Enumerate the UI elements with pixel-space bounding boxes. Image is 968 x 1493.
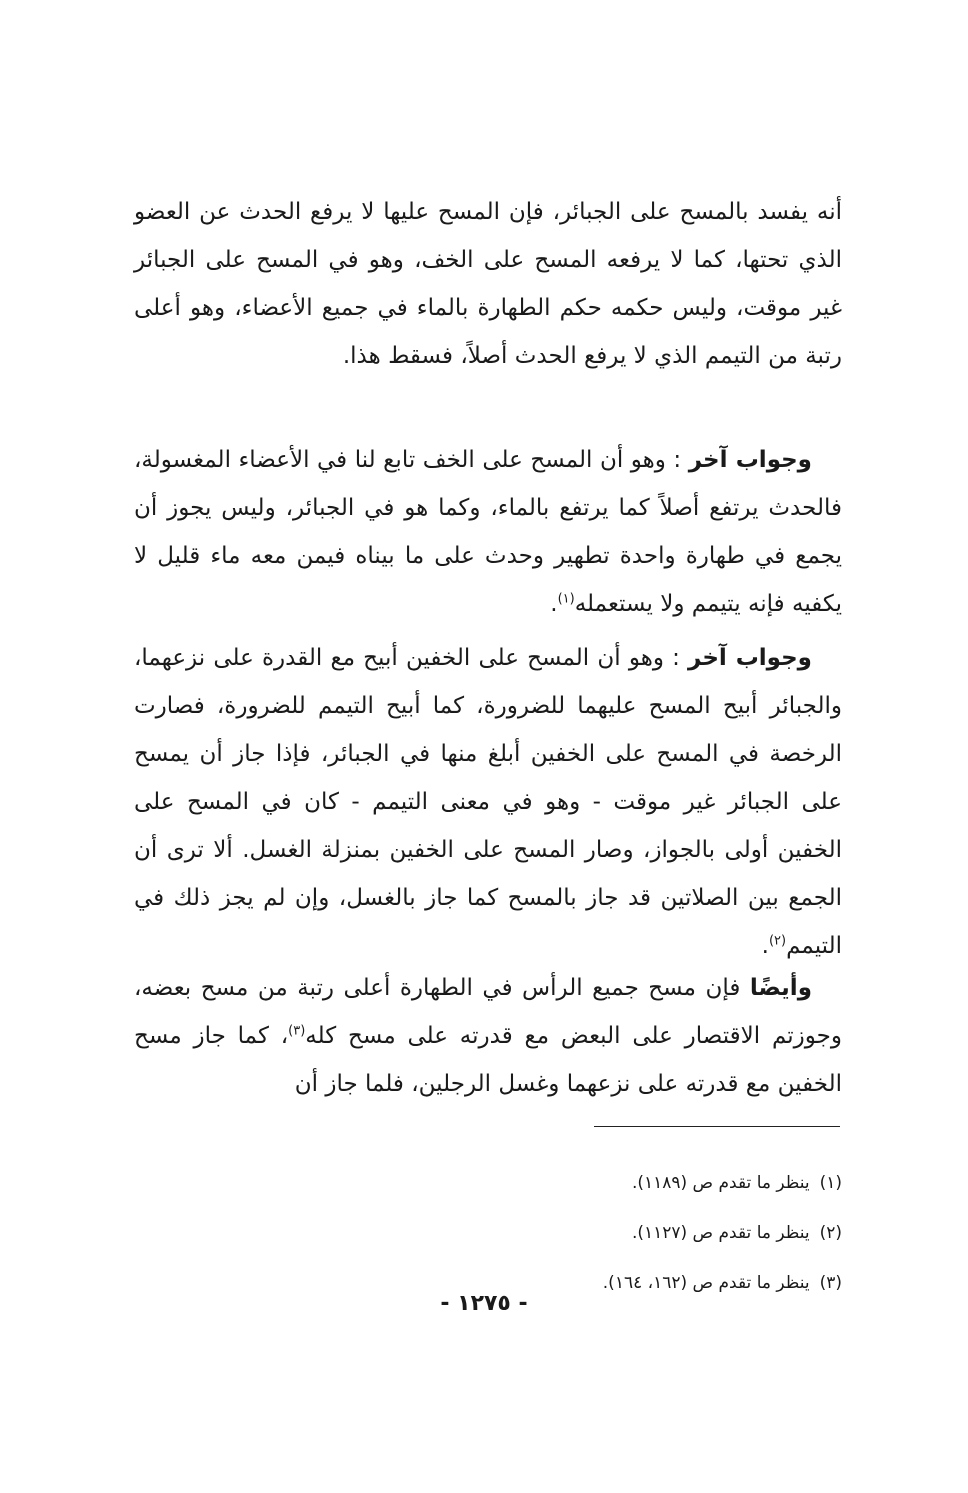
footnotes-list: [134, 1158, 842, 1308]
page-number: - ١٢٧٥ -: [440, 1291, 528, 1316]
paragraph-4: [134, 964, 842, 1108]
footnote-item: [134, 1208, 842, 1258]
paragraph-1-text: أنه يفسد بالمسح على الجبائر، فإن المسح عليها لا يرفع الحدث عن العضو الذي تحتها، كما لا يرفعه المسح على الخف، وهو في المسح على الجبائر غير موقت، وليس حكمه حكم الطهارة بالماء في جميع الأعضاء، وهو أعلى رتبة من التيمم الذي لا يرفع الحدث أصلاً، فسقط هذا.: [134, 199, 842, 369]
paragraph-2-text: : وهو أن المسح على الخف تابع لنا في الأعضاء المغسولة، فالحدث يرتفع أصلاً كما يرتفع بالماء، وكما هو في الجبائر، وليس يجوز أن يجمع في طهارة واحدة تطهير وحدث على ما بيناه فيمن معه ماء قليل لا يكفيه فإنه يتيمم ولا يستعمله: [134, 447, 842, 617]
paragraph-4-lead: وأيضًا: [749, 975, 812, 1001]
footnote-ref-3[interactable]: (٣): [288, 1023, 306, 1039]
paragraph-3: [134, 634, 842, 970]
footnote-number: (١): [819, 1173, 842, 1193]
footnote-divider: [594, 1126, 840, 1127]
footnote-ref-1[interactable]: (١): [557, 591, 575, 607]
paragraph-1: [134, 188, 842, 380]
paragraph-2-end: .: [550, 591, 558, 617]
paragraph-4-text-a: فإن مسح جميع الرأس في الطهارة أعلى رتبة من مسح بعضه، وجوزتم الاقتصار على البعض مع قدرته على مسح كله: [134, 975, 842, 1049]
paragraph-3-end: .: [761, 933, 769, 959]
footnote-text: ينظر ما تقدم ص (١١٢٧).: [631, 1223, 810, 1243]
footnote-text: ينظر ما تقدم ص (١٦٢، ١٦٤).: [602, 1273, 810, 1293]
paragraph-2: [134, 436, 842, 628]
footnote-number: (٣): [819, 1273, 842, 1293]
footnote-item: [134, 1158, 842, 1208]
paragraph-3-text: : وهو أن المسح على الخفين أبيح مع القدرة على نزعهما، والجبائر أبيح المسح عليهما للضرورة، كما أبيح التيمم للضرورة، فصارت الرخصة في المسح على الخفين أبلغ منها في الجبائر، فإذا جاز أن يمسح على الجبائر غير موقت - وهو في معنى التيمم - كان في المسح على الخفين أولى بالجواز، وصار المسح على الخفين بمنزلة الغسل. ألا ترى أن الجمع بين الصلاتين قد جاز بالمسح كما جاز بالغسل، وإن لم يجز ذلك في التيمم: [134, 645, 842, 959]
paragraph-2-lead: وجواب آخر: [688, 447, 812, 473]
paragraph-3-lead: وجواب آخر: [688, 645, 812, 671]
footnote-number: (٢): [819, 1223, 842, 1243]
paragraph-4-text-b: ، كما جاز مسح الخفين مع قدرته على نزعهما وغسل الرجلين، فلما جاز أن: [134, 1023, 842, 1097]
footnote-text: ينظر ما تقدم ص (١١٨٩).: [631, 1173, 810, 1193]
footnote-ref-2[interactable]: (٢): [768, 933, 787, 949]
